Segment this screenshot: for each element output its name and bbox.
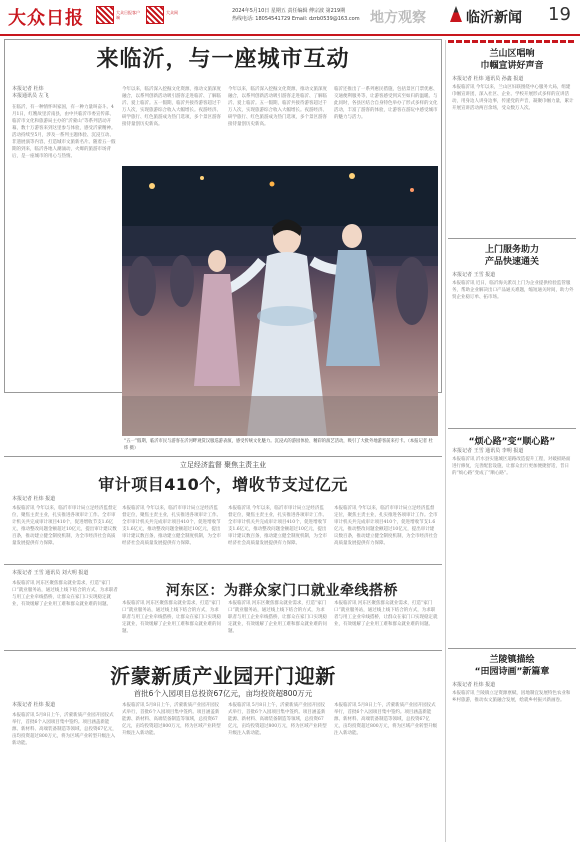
sidebar-headline-1: 兰山区唱响 巾帼宣讲好声音 (480, 49, 544, 71)
date-line: 2024年5月10日 星期五 责任编辑 傅宗波 第219期 (232, 8, 346, 14)
divider (448, 238, 576, 239)
divider (448, 428, 576, 429)
divider (448, 648, 576, 649)
sidebar-stripe (448, 40, 576, 43)
yimeng-byline: 本报记者 杜炜 报道 (12, 702, 56, 708)
masthead (0, 0, 580, 36)
audit-byline: 本报记者 杜炜 报道 (12, 496, 56, 502)
hedong-headline: 河东区：为群众家门口就业牵线搭桥 (166, 583, 398, 599)
audit-body-col4: 本报临沂讯 今年以来，临沂市审计局立足经济监督定位，聚焦主责主业，扎实推进各项审计工作。全市审计机关共完成审计项目410个，促进增收节支1.6亿元，推动整改问题金额超过10亿元，提出审计建议数百条，推动建立健全制度机制，为全市经济社会高质量发展提供有力保障。 (334, 506, 438, 546)
contact-line: 热线电话: 18054541729 Email: dzrb0539@163.com (232, 16, 360, 22)
yimeng-body-col4: 本报临沂讯 5月8日上午，沂蒙新质产业园开园仪式举行，首批6个入园项目集中签约。项目涵盖新能源、新材料、高端装备制造等领域，总投资67亿元，亩均投资超过800万元，将为区域产业转型升级注入新动能。 (334, 703, 438, 736)
yimeng-body-col1: 本报临沂讯 5月8日上午，沂蒙新质产业园开园仪式举行，首批6个入园项目集中签约。项目涵盖新能源、新材料、高端装备制造等领域，总投资67亿元，亩均投资超过800万元，将为区域产业转型升级注入新动能。 (12, 713, 117, 746)
sidebar-body-2: 本报临沂讯 近日，临沂海关派员上门为企业提供检验监管服务，帮助企业解决出口产品通关难题，缩短通关时间，助力外贸企业稳订单、拓市场。 (452, 281, 574, 300)
hedong-body-col2: 本报临沂讯 河东区聚焦群众就业需求，打造“家门口”就业服务站，通过线上线下结合的方式，为求职者与用工企业牵线搭桥，让群众在家门口实现稳定就业，有效缓解了企业用工难和群众就业难的问题。 (122, 601, 221, 634)
correspondent: 本报通讯员 左飞 (12, 93, 49, 99)
qr-label: 大众日报客户端 (116, 10, 140, 20)
sidebar-headline-4: 兰陵镇描绘 “田园诗画”新篇章 (474, 655, 550, 677)
sidebar-byline-4: 本报记者 杜炜 报道 (452, 682, 496, 688)
photo-caption: “五一”假期，临沂市民与游客在沂河畔观赏汉服巡游表演，感受传统文化魅力。沉浸式的游园体验、精彩的演艺活动，吸引了大批外地游客前来打卡。（本报记者 杜炜 摄） (124, 439, 433, 451)
yimeng-subhead: 首批6个入园项目总投资67亿元，亩均投资超800万元 (133, 689, 313, 698)
yimeng-body-col3: 本报临沂讯 5月8日上午，沂蒙新质产业园开园仪式举行，首批6个入园项目集中签约。项目涵盖新能源、新材料、高端装备制造等领域，总投资67亿元，亩均投资超过800万元，将为区域产业转型升级注入新动能。 (228, 703, 327, 736)
page-number: 19 (548, 4, 571, 25)
hedong-body-col3: 本报临沂讯 河东区聚焦群众就业需求，打造“家门口”就业服务站，通过线上线下结合的方式，为求职者与用工企业牵线搭桥，让群众在家门口实现稳定就业，有效缓解了企业用工难和群众就业难的问题。 (228, 601, 327, 634)
hedong-body-col1: 本报临沂讯 河东区聚焦群众就业需求，打造“家门口”就业服务站，通过线上线下结合的方式，为求职者与用工企业牵线搭桥，让群众在家门口实现稳定就业，有效缓解了企业用工难和群众就业难的问题。 (12, 581, 118, 607)
audit-kicker: 立足经济监督 聚焦主责主业 (179, 461, 267, 469)
sidebar-byline-3: 本报记者 王雪 通讯员 李明 报道 (452, 448, 524, 454)
sidebar-body-3: 本报临沂讯 沂水县实施城区道路改造提升工程，对破损路面进行修复，完善配套设施，让群众出行更加便捷舒适，昔日的“烦心路”变成了“顺心路”。 (452, 457, 571, 476)
sidebar-body-4: 本报临沂讯 兰陵镇立足资源禀赋，因地制宜发展特色农业和乡村旅游，推动农文旅融合发展，绘就乡村振兴新画卷。 (452, 691, 571, 703)
yimeng-headline: 沂蒙新质产业园开门迎新 (110, 664, 336, 688)
photo-illustration (122, 166, 438, 436)
sidebar-headline-2: 上门服务助力 产品快速通关 (484, 245, 539, 267)
section-label-left: 地方观察 (370, 10, 426, 26)
divider (4, 456, 442, 457)
newspaper-logo: 大众日报 (8, 8, 84, 29)
section-label-right: 临沂新闻 (466, 10, 522, 26)
main-body-left: 在临沂，有一种情怀叫家国，有一种力量叫奋斗。4月1日，红嫂故里沂南县，由中共临沂市委宣传部、临沂市文化和旅游局主办的“沂蒙山”等系列活动开幕，数十万游客来到这里参与体验，感受沂蒙精神。活动持续至5月，涉及一系列主题体验、沉浸互动、非遗展演等内容，打造城市文旅新名片。随着五一假期的到来，临沂各地人潮涌动，火爆的旅游市场背后，是一座城市的用心与热情。 (12, 105, 116, 159)
column-rule (445, 40, 446, 842)
yimeng-body-col2: 本报临沂讯 5月8日上午，沂蒙新质产业园开园仪式举行，首批6个入园项目集中签约。项目涵盖新能源、新材料、高端装备制造等领域，总投资67亿元，亩均投资超过800万元，将为区域产业转型升级注入新动能。 (122, 703, 221, 736)
sidebar-body-1: 本报临沂讯 今年以来，兰山区妇联围绕中心服务大局，组建巾帼宣讲团，深入社区、企业、学校开展形式多样的宣讲活动，用身边人讲身边事，传递党的声音，凝聚巾帼力量，累计开展宣讲活动两百余场，受众数万人次。 (452, 85, 574, 111)
divider (4, 564, 442, 565)
audit-body-col3: 本报临沂讯 今年以来，临沂市审计局立足经济监督定位，聚焦主责主业，扎实推进各项审计工作。全市审计机关共完成审计项目410个，促进增收节支1.6亿元，推动整改问题金额超过10亿元，提出审计建议数百条，推动建立健全制度机制，为全市经济社会高质量发展提供有力保障。 (228, 506, 327, 546)
qr-label: 大众网 (166, 10, 178, 15)
qr-code-icon (96, 6, 114, 24)
audit-body-col1: 本报临沂讯 今年以来，临沂市审计局立足经济监督定位，聚焦主责主业，扎实推进各项审计工作。全市审计机关共完成审计项目410个，促进增收节支1.6亿元，推动整改问题金额超过10亿元，提出审计建议数百条，推动建立健全制度机制，为全市经济社会高质量发展提供有力保障。 (12, 506, 117, 546)
audit-body-col2: 本报临沂讯 今年以来，临沂市审计局立足经济监督定位，聚焦主责主业，扎实推进各项审计工作。全市审计机关共完成审计项目410个，促进增收节支1.6亿元，推动整改问题金额超过10亿元，提出审计建议数百条，推动建立健全制度机制，为全市经济社会高质量发展提供有力保障。 (122, 506, 221, 546)
audit-headline: 审计项目410个，增收节支过亿元 (98, 475, 348, 494)
main-byline (12, 86, 49, 100)
reporter: 本报记者 杜炜 (12, 86, 44, 92)
sidebar-byline-1: 本报记者 杜炜 通讯员 孙鑫 报道 (452, 76, 524, 82)
divider (4, 650, 442, 651)
sidebar-headline-3: “烦心路”变“顺心路” (468, 437, 556, 447)
hedong-byline: 本报记者 王雪 通讯员 刘大明 报道 (12, 570, 89, 576)
sidebar-byline-2: 本报记者 王雪 报道 (452, 272, 496, 278)
main-body-mid: 今年以来，临沂深入挖掘文化资源，推动文旅深度融合，以系列创新活动吸引游客走进临沂、了解临沂、爱上临沂。五一假期，临沂共接待游客超过千万人次，实现旅游综合收入大幅增长。夜游经济、研学旅行、红色旅游成为热门选项，多个景区游客接待量创历史新高。 (122, 87, 221, 127)
main-headline: 来临沂，与一座城市互动 (96, 47, 350, 72)
hedong-body-col4: 本报临沂讯 河东区聚焦群众就业需求，打造“家门口”就业服务站，通过线上线下结合的方式，为求职者与用工企业牵线搭桥，让群众在家门口实现稳定就业，有效缓解了企业用工难和群众就业难的问题。 (334, 601, 438, 627)
qr-code-icon (146, 6, 164, 24)
main-body-far-right: 临沂还推出了一系列惠民措施，包括景区门票优惠、交通便利服务等，让游客感受到宾至如归的温暖。与此同时，各县区结合自身特色举办了形式多样的文化活动，丰富了游客的体验，让游客在游玩中感受城市的魅力与活力。 (334, 87, 438, 120)
tower-icon (450, 6, 462, 22)
issue-meta (232, 7, 360, 23)
news-photo (122, 166, 438, 436)
main-body-right: 今年以来，临沂深入挖掘文化资源，推动文旅深度融合，以系列创新活动吸引游客走进临沂、了解临沂、爱上临沂。五一假期，临沂共接待游客超过千万人次，实现旅游综合收入大幅增长。夜游经济、研学旅行、红色旅游成为热门选项，多个景区游客接待量创历史新高。 (228, 87, 327, 127)
